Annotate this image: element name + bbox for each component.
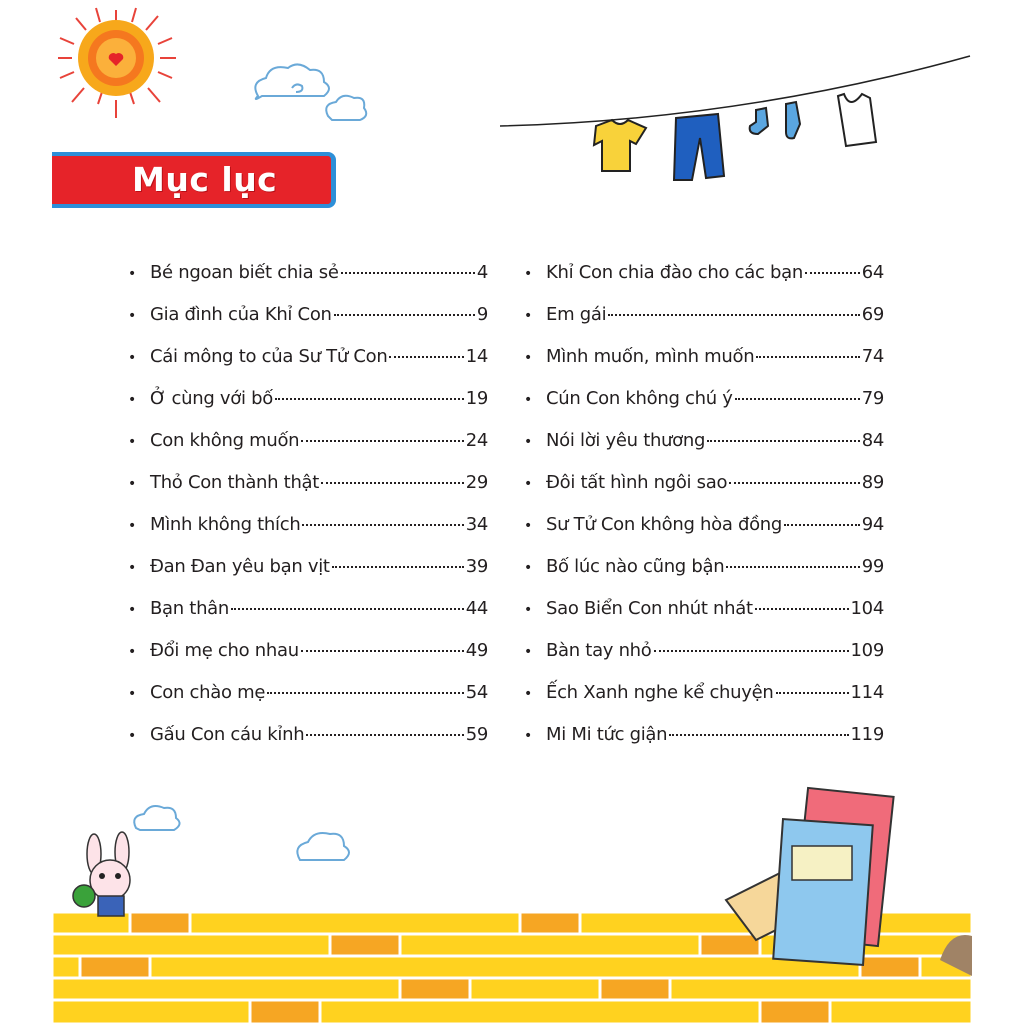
toc-entry-page: 44 (465, 598, 488, 619)
toc-entry[interactable] (128, 304, 488, 346)
toc-entry-page: 79 (861, 388, 884, 409)
dot-leader (756, 356, 859, 358)
toc-entry[interactable] (128, 262, 488, 304)
toc-entry-title: Bạn thân (150, 598, 230, 619)
toc-entry-title: Gia đình của Khỉ Con (150, 304, 332, 325)
bullet-icon: • (524, 434, 533, 450)
bullet-icon: • (128, 602, 137, 618)
toc-entry-title: Đôi tất hình ngôi sao (546, 472, 728, 493)
toc-entry-title: Nói lời yêu thương (546, 430, 706, 451)
dot-leader (321, 482, 464, 484)
dot-leader (332, 566, 464, 568)
toc-entry-title: Sao Biển Con nhút nhát (546, 598, 753, 619)
bullet-icon: • (128, 266, 137, 282)
bullet-icon: • (524, 518, 533, 534)
bullet-icon: • (128, 686, 137, 702)
dot-leader (306, 734, 463, 736)
toc-entry-page: 19 (465, 388, 488, 409)
toc-entry-title: Mình muốn, mình muốn (546, 346, 755, 367)
dot-leader (669, 734, 848, 736)
toc-entry[interactable] (524, 598, 884, 640)
bullet-icon: • (128, 434, 137, 450)
dot-leader (389, 356, 463, 358)
toc-entry-page: 34 (465, 514, 488, 535)
toc-entry[interactable] (524, 724, 884, 766)
dot-leader (805, 272, 860, 274)
toc-entry-page: 119 (850, 724, 884, 745)
toc-entry[interactable] (524, 640, 884, 682)
toc-entry[interactable] (128, 388, 488, 430)
bullet-icon: • (524, 476, 533, 492)
dot-leader (231, 608, 464, 610)
dot-leader (784, 524, 860, 526)
toc-entry-page: 49 (465, 640, 488, 661)
toc-entry-title: Cái mông to của Sư Tử Con (150, 346, 388, 367)
toc-entry-title: Khỉ Con chia đào cho các bạn (546, 262, 803, 283)
toc-entry[interactable] (524, 346, 884, 388)
toc-entry[interactable] (524, 514, 884, 556)
toc-column-left (128, 262, 488, 766)
dot-leader (755, 608, 849, 610)
bullet-icon: • (524, 686, 533, 702)
dot-leader (334, 314, 475, 316)
toc-entry[interactable] (524, 262, 884, 304)
toc-entry-title: Đổi mẹ cho nhau (150, 640, 299, 661)
dot-leader (608, 314, 859, 316)
toc-entry-title: Thỏ Con thành thật (150, 472, 320, 493)
toc-entry-title: Đan Đan yêu bạn vịt (150, 556, 330, 577)
title-banner (52, 152, 336, 208)
toc-entry[interactable] (524, 556, 884, 598)
toc-entry-title: Con chào mẹ (150, 682, 266, 703)
toc-entry-page: 69 (861, 304, 884, 325)
page-title: Mục lục (132, 160, 278, 199)
toc-entry-page: 24 (465, 430, 488, 451)
clothesline-icon (500, 56, 970, 180)
dot-leader (341, 272, 475, 274)
dot-leader (776, 692, 849, 694)
toc-entry[interactable] (128, 724, 488, 766)
dot-leader (726, 566, 859, 568)
toc-entry[interactable] (128, 346, 488, 388)
cloud-icon (134, 806, 349, 860)
toc-entry[interactable] (128, 556, 488, 598)
dot-leader (707, 440, 860, 442)
sun-icon (58, 8, 176, 118)
dot-leader (729, 482, 859, 484)
bullet-icon: • (524, 728, 533, 744)
dot-leader (267, 692, 464, 694)
toc-entry[interactable] (128, 640, 488, 682)
bullet-icon: • (524, 308, 533, 324)
bullet-icon: • (524, 560, 533, 576)
toc-entry-page: 29 (465, 472, 488, 493)
toc-entry[interactable] (524, 430, 884, 472)
toc-entry[interactable] (128, 472, 488, 514)
toc-entry[interactable] (524, 682, 884, 724)
bullet-icon: • (128, 350, 137, 366)
bullet-icon: • (128, 518, 137, 534)
toc-entry[interactable] (524, 472, 884, 514)
toc-entry-title: Bé ngoan biết chia sẻ (150, 262, 339, 283)
dot-leader (275, 398, 464, 400)
toc-column-right (524, 262, 884, 766)
toc-entry-page: 74 (861, 346, 884, 367)
bullet-icon: • (524, 644, 533, 660)
dot-leader (301, 650, 464, 652)
toc-entry-title: Cún Con không chú ý (546, 388, 733, 409)
toc-entry-page: 64 (861, 262, 884, 283)
dot-leader (302, 524, 463, 526)
toc-entry-title: Mình không thích (150, 514, 301, 535)
rabbit-icon (73, 832, 130, 916)
toc-entry-page: 54 (465, 682, 488, 703)
bullet-icon: • (524, 266, 533, 282)
dot-leader (654, 650, 849, 652)
toc-entry[interactable] (128, 682, 488, 724)
toc-entry-page: 9 (476, 304, 488, 325)
toc-entry-page: 84 (861, 430, 884, 451)
toc-entry[interactable] (128, 430, 488, 472)
toc-entry-title: Con không muốn (150, 430, 300, 451)
bullet-icon: • (128, 728, 137, 744)
toc-entry-title: Ếch Xanh nghe kể chuyện (546, 682, 774, 703)
toc-entry-page: 4 (476, 262, 488, 283)
toc-entry-title: Mi Mi tức giận (546, 724, 668, 745)
bullet-icon: • (524, 350, 533, 366)
toc-entry-page: 114 (850, 682, 884, 703)
toc-entry[interactable] (128, 598, 488, 640)
toc-entry-title: Ở cùng với bố (150, 388, 273, 409)
toc-entry-page: 14 (465, 346, 488, 367)
toc-entry-title: Bàn tay nhỏ (546, 640, 652, 661)
bullet-icon: • (128, 560, 137, 576)
cloud-icon (255, 64, 366, 120)
dot-leader (301, 440, 463, 442)
bullet-icon: • (128, 644, 137, 660)
toc-entry[interactable] (128, 514, 488, 556)
bullet-icon: • (524, 602, 533, 618)
toc-entry-page: 104 (850, 598, 884, 619)
toc-entry-page: 39 (465, 556, 488, 577)
toc-entry-page: 109 (850, 640, 884, 661)
toc-entry-page: 94 (861, 514, 884, 535)
toc-entry-page: 59 (465, 724, 488, 745)
toc-entry-title: Sư Tử Con không hòa đồng (546, 514, 783, 535)
toc-entry-title: Bố lúc nào cũng bận (546, 556, 725, 577)
toc-entry-title: Gấu Con cáu kỉnh (150, 724, 305, 745)
toc-entry[interactable] (524, 388, 884, 430)
bullet-icon: • (128, 308, 137, 324)
bullet-icon: • (524, 392, 533, 408)
dot-leader (735, 398, 860, 400)
bullet-icon: • (128, 392, 137, 408)
toc-entry-page: 89 (861, 472, 884, 493)
toc-entry-page: 99 (861, 556, 884, 577)
toc-entry[interactable] (524, 304, 884, 346)
bullet-icon: • (128, 476, 137, 492)
toc-entry-title: Em gái (546, 304, 607, 325)
